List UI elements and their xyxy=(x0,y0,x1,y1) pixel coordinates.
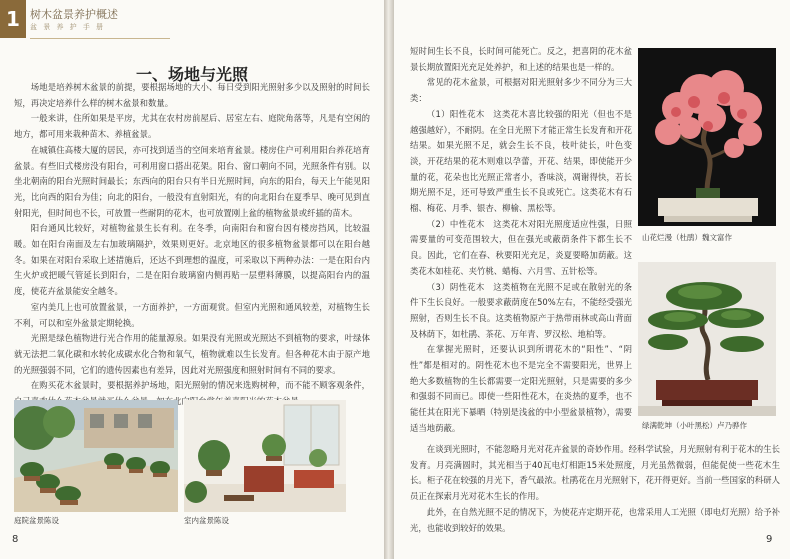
paragraph: 在城镇住高楼大厦的居民，亦可找到适当的空间来培育盆景。楼房住户可利用阳台养花培育盆景。有些旧式楼房没有阳台，可利用窗口搭出花架。阳台、窗口朝向不同，光照条件有别。以坐北朝南的阳台光照时间最长；东西向的阳台只有半日光照时间，向东的阳台，每天上午能见阳光，比向西的阳台为佳；向北的阳台，一般没有直射阳光，有的向北阳台在夏季早、晚可见到直射阳光，但时间也不长，可放置一些耐阴的花木，也可放置刚上盆的植物盆景或纤插的苗木。 xyxy=(14,144,370,218)
paragraph: 此外，在自然光照不足的情况下，为使花卉定期开花，也常采用人工光照（即电灯光照）给予补光，也能收到较好的效果。 xyxy=(410,506,780,533)
header-divider xyxy=(30,38,170,39)
paragraph: 常见的花木盆景，可根据对阳光照射多少不同分为三大类： xyxy=(410,77,632,104)
chapter-number: 1 xyxy=(0,0,26,38)
right-body-text xyxy=(410,44,632,437)
paragraph: 室内美几上也可放置盆景，一方面养护，一方面观赏。但室内光照和通风较差，对植物生长不利，可以和室外盆景定期轮换。 xyxy=(14,301,370,328)
book-gutter xyxy=(384,0,394,559)
paragraph: 短时间生长不良，长时间可能死亡。反之，把喜阴的花木盆景长期放置阳光充足处养护，和上述的结果也是一样的。 xyxy=(410,46,632,72)
paragraph: 光照是绿色植物进行光合作用的能量源泉。如果没有光照或光照达不到植物的要求，叶绿体就无法把二氧化碳和水转化成碳水化合物和氧气，植物就难以生长发育。但各种花木由于原产地的光照强弱不同，它们的遗传因素也有差异，因此对光照强度和照射时间有不同的要求。 xyxy=(14,333,370,375)
right-page xyxy=(394,0,790,559)
left-body-text xyxy=(14,80,370,410)
chapter-subtitle: 盆 景 养 护 手 册 xyxy=(30,23,106,31)
photo-caption: 山花烂漫（杜鹃）魏文富作 xyxy=(642,233,732,242)
paragraph: 在谈到光照时，不能忽略月光对花卉盆景的奇妙作用。经科学试验，月光照射有利于花木的生长发育。月亮满圆时，其光相当于40瓦电灯相距15米处照度，月光虽然微弱，但能促使一些花木生长。柜子花在较强的月光下，香气最浓。杜鹃花在月光照射下，花开得更好。当前一些国家的科研人员正在探索月光对花木生长的作用。 xyxy=(410,444,780,502)
paragraph: 在购买花木盆景时，要根据养护场地，阳光照射的情况来选购树种，而不能不顾客观条件， xyxy=(30,380,370,391)
paragraph: （3）阴性花木 这类植物在光照不足或在散射光的条件下生长良好。一般要求蔽荫度在50%左右，不能经受强光照射，否则生长不良。这类植物原产于热带雨林或高山背面及林荫下，如杜鹃、茶花、万年青、罗汉松、地柏等。 xyxy=(410,281,632,339)
photo-caption: 室内盆景陈设 xyxy=(184,516,229,525)
indoor-bonsai-photo xyxy=(184,400,346,512)
paragraph: 场地是培养树木盆景的前提，要根据场地的大小、每日受到阳光照射多少以及照射的时间长短，再决定培养什么样的树木盆景和数量。 xyxy=(14,82,370,108)
paragraph: 阳台通风比较好，对植物盆景生长有利。在冬季，向南阳台和窗台因有楼房挡风，比较温暖。如在阳台南面及左右加玻璃隔护，效果则更好。北京地区的很多植物盆景都可以在阳台越冬。如果在对阳台采取上述措施后，还达不到理想的温度，可采取以下两种办法：一是在阳台内生火炉或把暖气管延长到阳台，二是在阳台玻璃窗内侧再贴一层塑料薄膜，以提高阳台内的温度，使花卉盆景能安全越冬。 xyxy=(14,223,370,297)
left-page xyxy=(0,0,384,559)
azalea-bonsai-photo xyxy=(638,48,776,226)
paragraph: （1）阳性花木 这类花木喜比较强的阳光（但也不是越强越好），不耐阴。在全日光照下才能正常生长发育和开花结果。如果光照不足，就会生长不良，枝叶徒长，叶色变淡，开花结果的花木则难以孕蕾，开花、结果，即使能开少量的花，花朵也比光照正常者小，香味淡，凋谢得快，若长期光照不足，还可导致严重生长不良或死亡。这类花木有石榴、梅花、月季、银杏、柳榆、黑松等。 xyxy=(410,108,632,214)
paragraph: 在掌握光照时，还要认识到所谓花木的“阳性”、“阴性”都是相对的。阴性花木也不是完全不需要阳光，世界上绝大多数植物的生长都需要一定阳光照射，只是需要的多少和强弱不同而已。即使一些阳性花木，在炎热的夏季，也不能任其在阳光下暴晒（特别是浅盆的中小型盆景植物），需要适当地荫蔽。 xyxy=(410,344,632,433)
chapter-header xyxy=(0,0,384,38)
courtyard-bonsai-photo xyxy=(14,400,178,512)
right-body-text-full xyxy=(410,442,780,536)
photo-caption: 绿满乾坤（小叶黑松）卢乃骅作 xyxy=(642,421,747,430)
section-title: 一、场地与光照 xyxy=(135,65,248,84)
page-number: 9 xyxy=(766,534,773,545)
chapter-title: 树木盆景养护概述 xyxy=(30,8,118,21)
black-pine-bonsai-photo xyxy=(638,262,776,416)
paragraph: （2）中性花木 这类花木对阳光照度适应性强，日照需要量的可变范围较大，但在强光或蔽荫条件下都生长不良。因此，它们在春、秋要阳光充足，炎夏要略加荫蔽。这类花木如桂花、夹竹桃、蜡梅、六月雪、五针松等。 xyxy=(410,218,632,276)
paragraph: 一般来讲，住所如果是平房，尤其在农村房前屋后、居室左右、庭院角落等，凡是有空闲的地方，都可用来栽种苗木、养植盆景。 xyxy=(14,113,370,140)
photo-caption: 庭院盆景陈设 xyxy=(14,516,59,525)
page-number: 8 xyxy=(12,534,19,545)
